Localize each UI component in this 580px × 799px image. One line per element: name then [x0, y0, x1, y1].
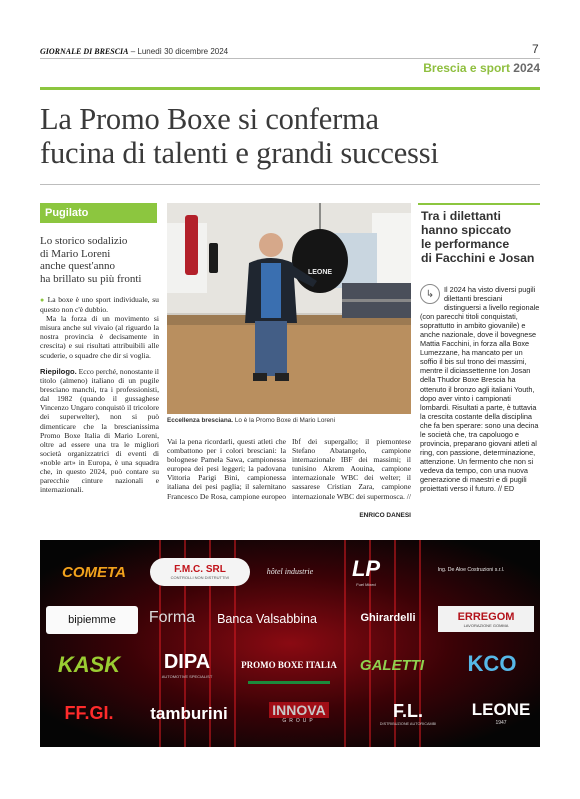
logo-promo-boxe-italia: PROMO BOXE ITALIA [248, 648, 330, 684]
logo-innova: INNOVA GROUP [262, 698, 336, 728]
section-rule [40, 87, 540, 90]
red-punching-bag [185, 215, 198, 275]
photo-caption: Eccellenza bresciana. Lo è la Promo Boxe di Mario Loreni [167, 417, 336, 424]
article-body-col1: Riepilogo. Ecco perché, nonostante il titolo (almeno) italiano di un pugile bresciano manchi, tra i professionisti, dal 1982 (quando il gussaghese Vincenzo Ungaro conquistò il tricolore dei superwelter), non si può dimenticare che la brescianissima Promo Boxe Italia di Mario Loreni, oltre ad essere una tra le migliori società organizzatrici di eventi di «noble art» in Europa, è una squadra che, in questo 2024, può contare su parecchie cinture nazionali e internazionali. [40, 367, 159, 495]
arrow-return-icon: ↳ [420, 284, 440, 304]
logo-cometa: COMETA [62, 563, 126, 581]
logo-hotel-industrie: hôtel industrie [266, 566, 314, 576]
sidebar-rule [418, 203, 540, 205]
logo-bipiemme: bipiemme [46, 606, 138, 634]
newspaper-name: GIORNALE DI BRESCIA [40, 47, 129, 56]
logo-kask: KASK [57, 652, 121, 677]
sidebar-text: Il 2024 ha visto diversi pugili dilettanti bresciani distinguersi a livello regionale (con parecchi titoli conquistati, soprattutto in ambito giovanile) e anche nazionale, dove il bovegnese Mattia Facchini, in forza alla Boxe Lumezzane, ha mancato per un soffio il bis sul trono dei massimi, mentre il diciassettenne Ion Josan della Thudor Boxe Brescia ha ottenuto il bronzo agli italiani Youth, dopo aver vinto i campionati lombardi. Risultati a parte, è tuttavia la crescita costante della disciplina che fa ben sperare: sono una decina le società che, tra capoluogo e provincia, preparano giovani atleti al ring, con passione, determinazione, attenzione. Un fermento che non si vedeva da tempo, con una nuova generazione di maestri e di pugili proiettati verso il futuro. // ED [420, 285, 540, 494]
headline-rule [40, 184, 540, 185]
topic-tag: Pugilato [40, 203, 157, 223]
page-header: GIORNALE DI BRESCIA – Lunedì 30 dicembre 2024 [40, 47, 229, 56]
headline: La Promo Boxe si conferma fucina di talenti e grandi successi [40, 102, 439, 170]
logo-de-aloe: Ing. De Aloe Costruzioni s.r.l. [437, 567, 505, 573]
lead: Lo storico sodalizio di Mario Loreni anche quest'anno ha brillato su più fronti [40, 235, 142, 285]
sidebar-title: Tra i dilettanti hanno spiccato le performance di Facchini e Josan [421, 209, 535, 265]
bag-label: LEONE [307, 269, 333, 276]
logo-ffgi: FF.GI. [64, 702, 114, 723]
logo-galetti: GALETTI [359, 656, 425, 674]
bullet-icon: ● [40, 296, 45, 304]
logo-fl: F.L. DISTRIBUZIONE AUTORICAMBI [379, 700, 437, 726]
byline: ENRICO DANESI [359, 512, 411, 519]
logo-leone: LEONE 1947 [471, 700, 531, 726]
logo-forma: Forma [148, 609, 196, 626]
logo-dipa: DIPA AUTOMOTIVE SPECIALIST [161, 651, 213, 679]
logo-lp: LP Fuel Mixed [351, 555, 381, 587]
logo-ghirardelli: Ghirardelli [360, 612, 416, 624]
article-body-col2: Vai la pena ricordarli, questi atleti che combattono per i colori bresciani: la bolognese Pamela Sawa, campionessa europea dei pesi leggeri; la padovana Vittoria Parigi Bini, campionessa italiana dei pesi paglia; il salernitano Francesco De Rosa, campione europeo Ibf dei supergallo; il piemontese Stefano Abatangelo, campione internazionale IBF dei massimi; il tunisino Akrem Aouina, campione internazionale WBC dei welter; il sassarese Cristian Zara, campione internazionale WBC dei supermosca. // [167, 437, 412, 501]
logo-banca-valsabbina: Banca Valsabbina [217, 612, 317, 626]
article-photo [167, 203, 411, 414]
punching-bag [292, 229, 348, 293]
issue-date: Lunedì 30 dicembre 2024 [137, 47, 229, 56]
page-number: 7 [532, 42, 539, 56]
section-title: Brescia e sport 2024 [423, 61, 540, 75]
header-rule [40, 58, 540, 59]
sponsor-banner [40, 540, 540, 747]
photo-illustration [167, 203, 411, 414]
logo-erregom: ERREGOM LAVORAZIONE GOMMA [438, 606, 534, 632]
article-intro: ● La boxe è uno sport individuale, su questo non c'è dubbio. Ma la forza di un movimento si misura anche sul vivaio (al riguardo la nostra provincia è decisamente in crescita) e sui risultati attribuibili alle scuderie, o squadre che dir si voglia. [40, 295, 159, 360]
logo-tamburini: tamburini [150, 704, 228, 723]
logo-kco: KCO [467, 651, 517, 676]
logo-fmc: F.M.C. SRL CONTROLLI NON DISTRUTTIVI [150, 558, 250, 586]
